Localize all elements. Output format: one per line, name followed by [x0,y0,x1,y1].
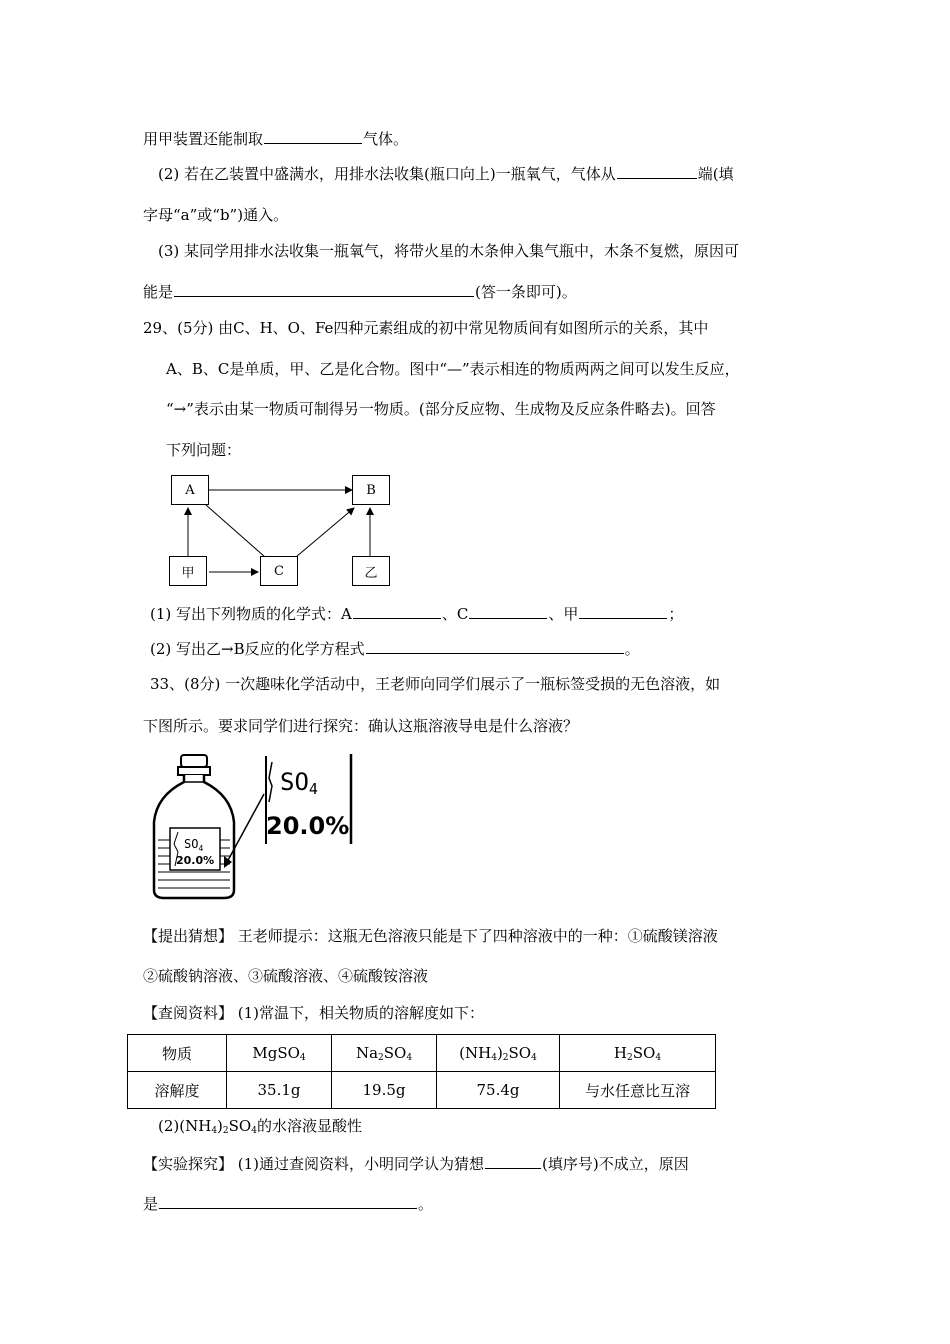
text: 的水溶液显酸性 [256,1117,362,1135]
line-a-c [206,505,265,557]
table-cell: MgSO$_4$ [227,1035,332,1072]
table-cell: $H_2SO_4$ [560,1035,716,1072]
answer-blank-a[interactable] [353,603,441,619]
table-cell: 19.5g [332,1072,437,1109]
q33-guess-line1: 【提出猜想】 王老师提示：这瓶无色溶液只能是下了四种溶液中的一种：①硫酸镁溶液 [143,927,718,945]
table-cell: $(NH_4)_2SO_4$ [437,1035,560,1072]
q29-line2: A、B、C是单质，甲、乙是化合物。图中“—”表示相连的物质两两之间可以发生反应， [166,360,740,378]
text: 用甲装置还能制取 [143,130,264,148]
text: 、甲 [548,605,579,623]
node-jia: 甲 [169,556,207,586]
answer-blank-equation[interactable] [366,638,624,654]
text: 、C [441,605,469,623]
answer-blank-c[interactable] [469,603,547,619]
q33-guess-line2: ②硫酸钠溶液、③硫酸溶液、④硫酸铵溶液 [143,967,429,985]
text: 气体。 [363,130,409,148]
answer-blank-jia[interactable] [579,603,667,619]
q33-reference: 【查阅资料】 (1)常温下，相关物质的溶解度如下： [143,1004,485,1022]
q28-sub3: (3) 某同学用排水法收集一瓶氧气，将带火星的木条伸入集气瓶中，木条不复燃，原因可 [158,242,740,260]
small-label-formula: $SO_4$ [184,837,204,853]
table-cell: 物质 [128,1035,227,1072]
answer-blank-cause[interactable] [159,1193,417,1209]
answer-blank-guess-number[interactable] [485,1153,541,1169]
solubility-table [127,1034,716,1109]
q29-line4: 下列问题： [166,441,242,459]
text: (2) 写出乙→B反应的化学方程式 [150,640,365,658]
table-cell: 溶解度 [128,1072,227,1109]
q33-line1: 33、(8分) 一次趣味化学活动中，王老师向同学们展示了一瓶标签受损的无色溶液，如 [150,675,721,693]
node-b: B [352,475,390,505]
text: 。 [624,640,640,658]
q33-reference-2 [158,1116,362,1136]
q29-sub1 [150,603,683,624]
big-label-formula: SO4 [280,768,318,798]
table-row [128,1035,716,1072]
small-label-percent: 20.0% [176,854,215,867]
text: 。 [418,1195,434,1213]
bottle-illustration [148,752,363,902]
q29-sub2 [150,638,640,659]
text: 【实验探究】 (1)通过查阅资料，小明同学认为猜想 [143,1155,485,1173]
node-a: A [171,475,209,505]
q33-line2: 下图所示。要求同学们进行探究：确认这瓶溶液导电是什么溶液？ [143,717,579,735]
table-cell: 与水任意比互溶 [560,1072,716,1109]
big-label-percent: 20.0% [266,812,350,840]
text: (填序号)不成立，原因 [542,1155,689,1173]
text: $(2)(NH_4)_2SO_4$ [158,1117,257,1136]
text: (答一条即可)。 [475,283,577,301]
node-c: C [260,556,298,586]
table-cell: $Na_2SO_4$ [332,1035,437,1072]
q29-line1: 29、(5分) 由C、H、O、Fe四种元素组成的初中常见物质间有如图所示的关系，其中 [143,319,709,337]
text: 能是 [143,283,174,301]
text: (2) 若在乙装置中盛满水，用排水法收集(瓶口向上)一瓶氧气，气体从 [158,165,616,183]
text: (1) 写出下列物质的化学式：A [150,605,352,623]
text: ； [668,605,684,623]
table-row [128,1072,716,1109]
q33-experiment-cont [143,1193,433,1214]
text: 端(填 [697,165,734,183]
node-yi: 乙 [352,556,390,586]
table-cell: 35.1g [227,1072,332,1109]
table-cell: 75.4g [437,1072,560,1109]
q28-sub2-cont: 字母“a”或“b”)通入。 [143,206,289,224]
q29-line3: “→”表示由某一物质可制得另一物质。(部分反应物、生成物及反应条件略去)。回答 [166,400,716,418]
arrow-c-to-b [296,508,354,557]
q33-experiment [143,1153,689,1174]
text: 是 [143,1195,159,1213]
